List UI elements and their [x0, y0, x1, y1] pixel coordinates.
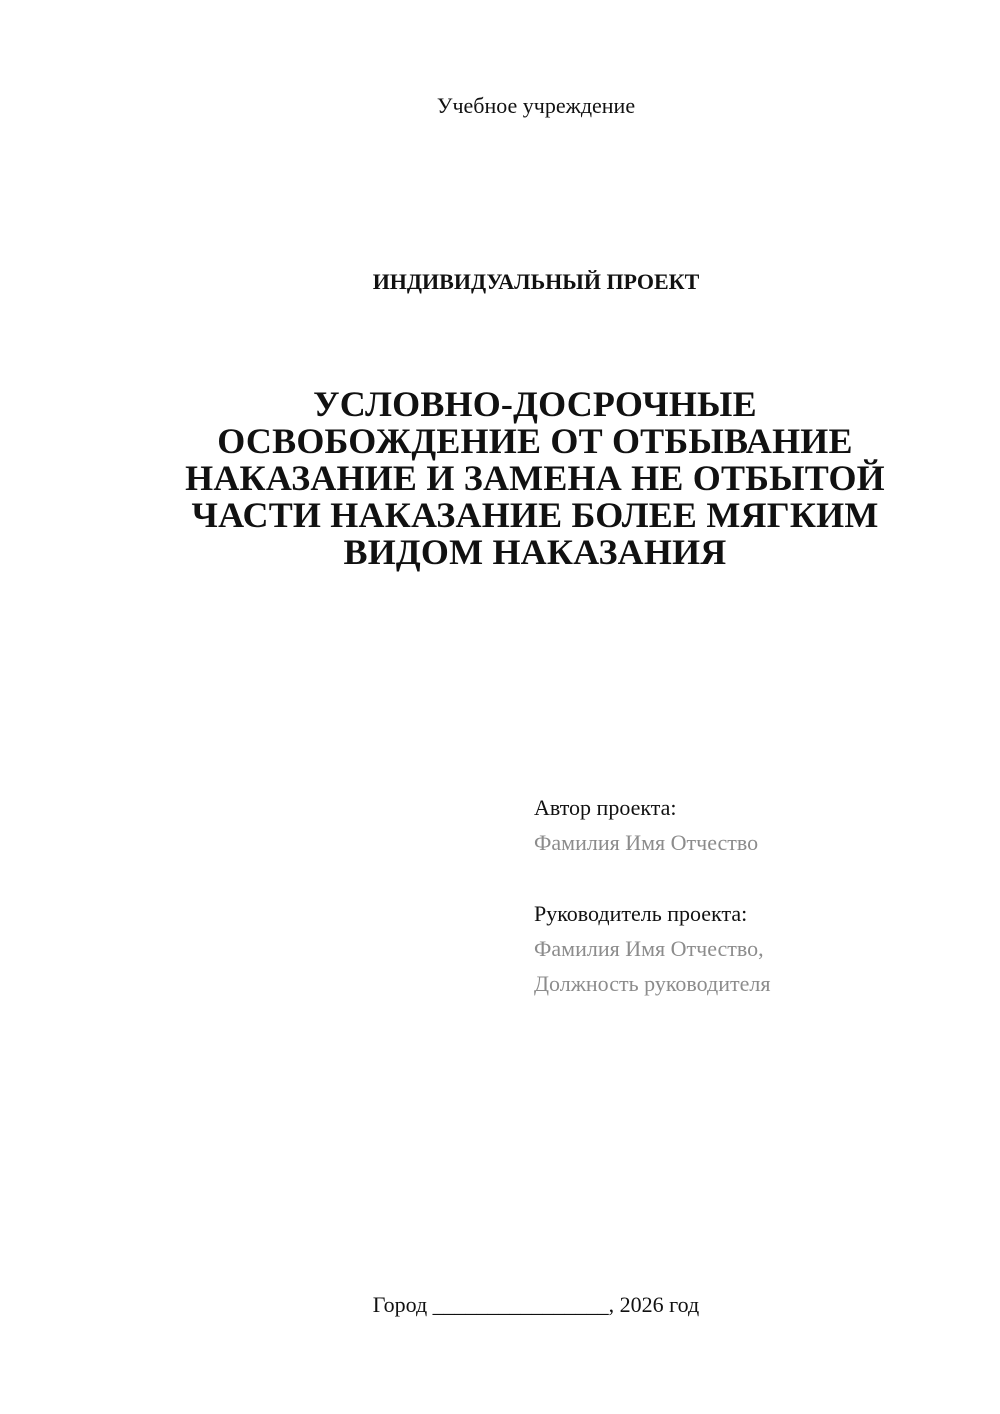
title-line: НАКАЗАНИЕ И ЗАМЕНА НЕ ОТБЫТОЙ [185, 458, 885, 498]
title-line: ЧАСТИ НАКАЗАНИЕ БОЛЕЕ МЯГКИМ [191, 495, 879, 535]
supervisor-name: Фамилия Имя Отчество, [534, 936, 764, 961]
supervisor-label: Руководитель проекта: [534, 901, 748, 926]
credits-spacer [534, 860, 974, 896]
credits-block [534, 790, 974, 1001]
document-type: ИНДИВИДУАЛЬНЫЙ ПРОЕКТ [372, 269, 700, 294]
city-year-line: Город ________________, 2026 год [372, 1292, 700, 1317]
supervisor-position: Должность руководителя [534, 971, 771, 996]
institution-name: Учебное учреждение [436, 93, 636, 118]
title-line: УСЛОВНО-ДОСРОЧНЫЕ [313, 384, 757, 424]
title-line: ОСВОБОЖДЕНИЕ ОТ ОТБЫВАНИЕ [217, 421, 853, 461]
project-title [150, 386, 920, 571]
author-name: Фамилия Имя Отчество [534, 830, 759, 855]
author-label: Автор проекта: [534, 795, 677, 820]
title-line: ВИДОМ НАКАЗАНИЯ [343, 532, 727, 572]
